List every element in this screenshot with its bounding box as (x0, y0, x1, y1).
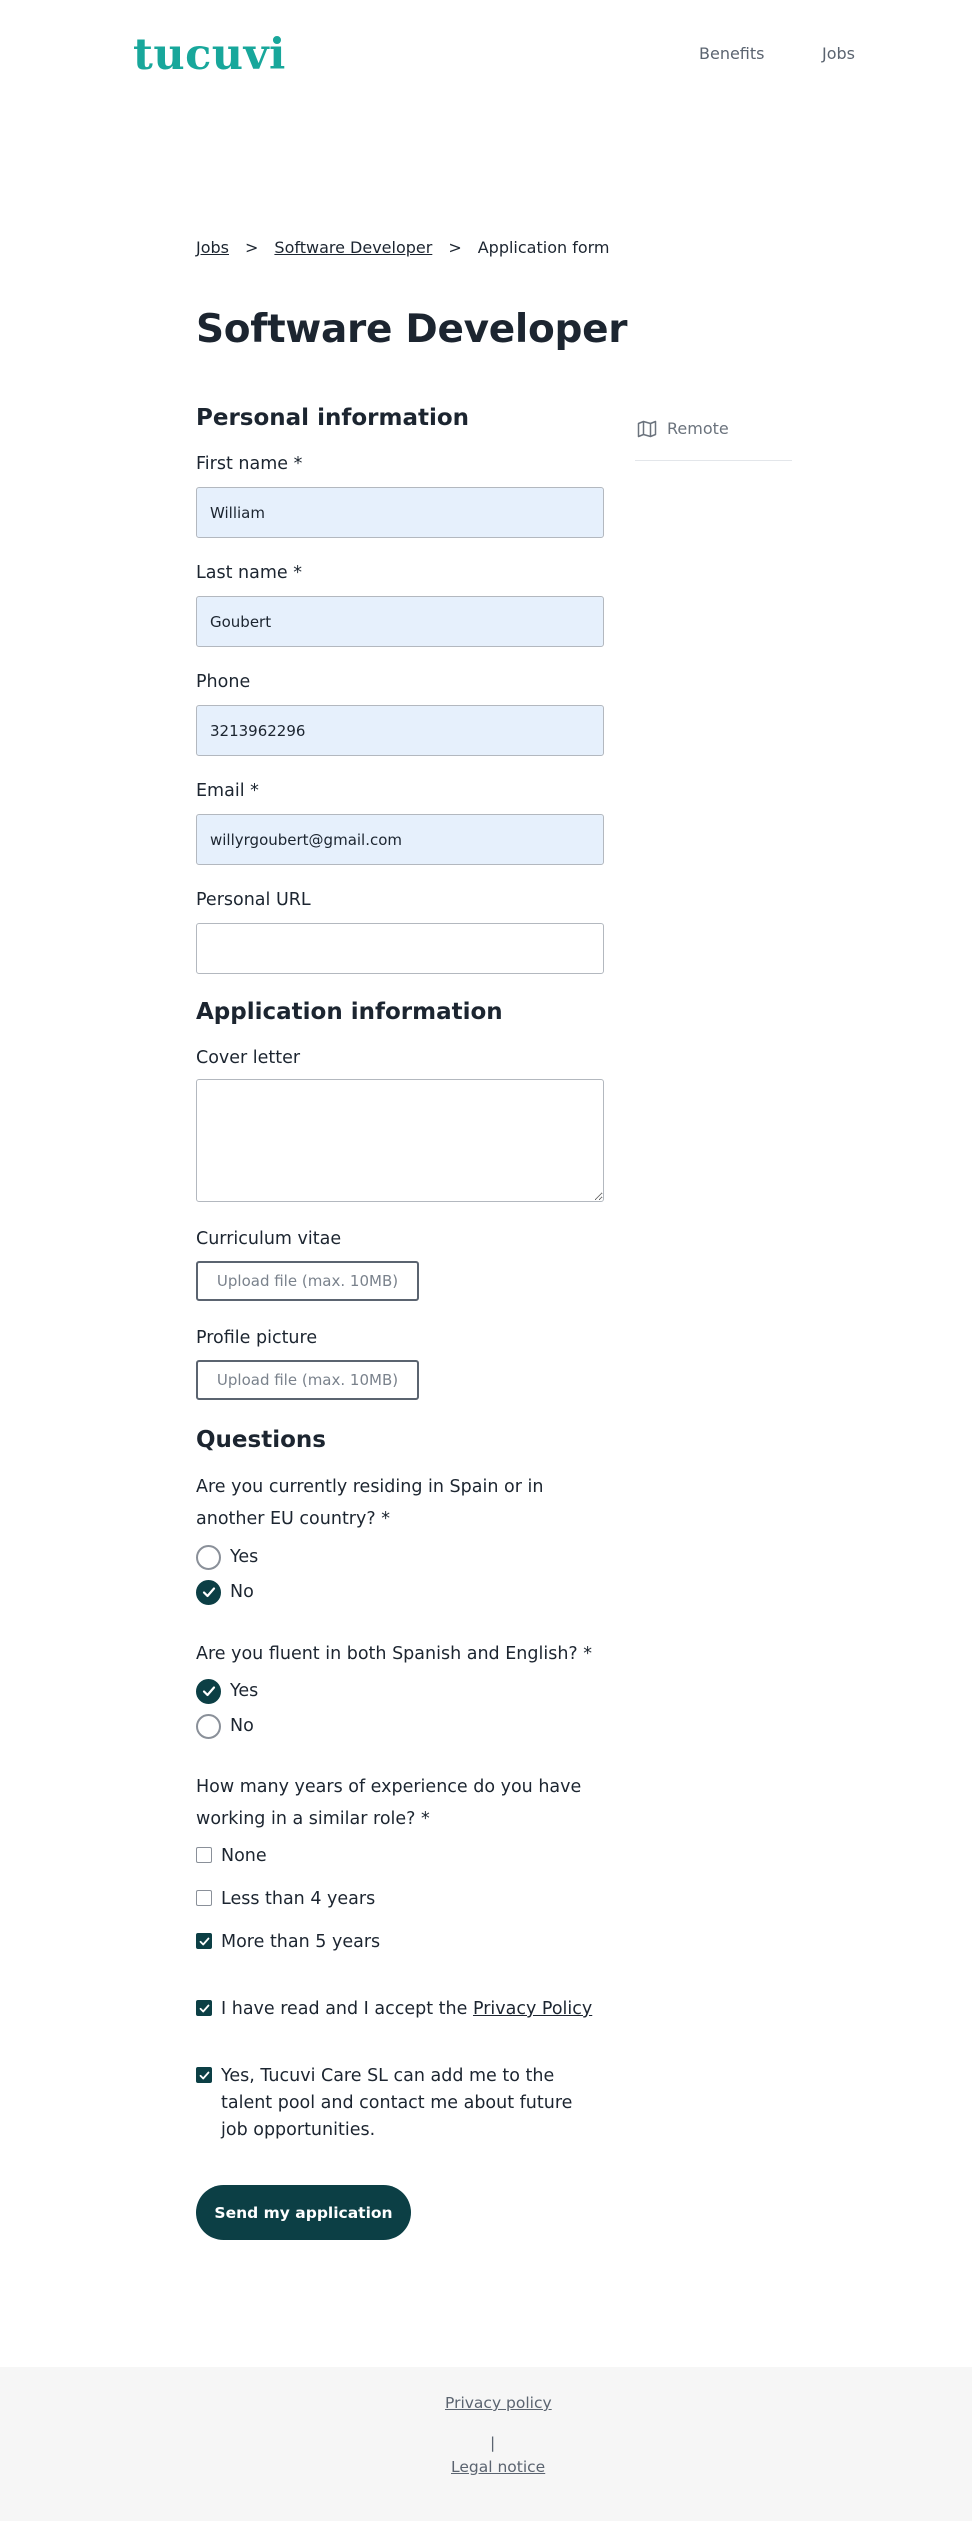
radio-unchecked-icon (196, 1714, 221, 1739)
checkbox-checked-icon (196, 1933, 212, 1949)
personal-url-input[interactable] (196, 923, 604, 974)
talent-pool-label: Yes, Tucuvi Care SL can add me to the talent pool and contact me about future job opportunities. (221, 2066, 573, 2140)
radio-fluent-no[interactable] (196, 1713, 254, 1739)
checkbox-unchecked-icon (196, 1847, 212, 1863)
question-eu-residency: Are you currently residing in Spain or in another EU country? * (196, 1477, 544, 1529)
breadcrumb-current: Application form (477, 238, 610, 257)
nav-jobs-link[interactable]: Jobs (822, 44, 855, 63)
last-name-input[interactable] (196, 596, 604, 647)
last-name-label: Last name * (196, 563, 302, 583)
checkbox-experience-less-4[interactable] (196, 1886, 375, 1913)
first-name-input[interactable] (196, 487, 604, 538)
cv-label: Curriculum vitae (196, 1229, 342, 1249)
first-name-label: First name * (196, 454, 303, 474)
job-location-text: Remote (667, 419, 729, 438)
checkbox-label: More than 5 years (221, 1932, 381, 1952)
checkbox-talent-pool[interactable] (196, 2063, 596, 2144)
cover-letter-label: Cover letter (196, 1048, 301, 1068)
footer (0, 2367, 972, 2521)
checkbox-privacy-consent[interactable] (196, 1996, 592, 2023)
send-application-button[interactable]: Send my application (196, 2185, 411, 2240)
profile-picture-upload-button[interactable]: Upload file (max. 10MB) (196, 1360, 419, 1400)
radio-label: No (230, 1716, 254, 1736)
sidebar-divider (635, 460, 792, 461)
radio-fluent-yes[interactable] (196, 1678, 258, 1704)
footer-legal-link[interactable]: Legal notice (451, 2458, 546, 2476)
checkbox-experience-more-5[interactable] (196, 1929, 380, 1956)
privacy-consent-label (221, 1996, 592, 2023)
job-location (637, 419, 729, 438)
radio-eu-yes[interactable] (196, 1544, 258, 1570)
personal-url-label: Personal URL (196, 890, 311, 910)
footer-separator: | (490, 2434, 496, 2452)
checkbox-checked-icon (196, 2000, 212, 2016)
profile-picture-label: Profile picture (196, 1328, 318, 1348)
question-fluency: Are you fluent in both Spanish and English? * (196, 1644, 593, 1664)
tucuvi-logo[interactable]: tucuvi (133, 30, 286, 80)
breadcrumb-separator: > (245, 238, 259, 257)
privacy-policy-link[interactable]: Privacy Policy (472, 1999, 593, 2019)
footer-privacy-link[interactable]: Privacy policy (445, 2394, 552, 2412)
map-icon (637, 420, 657, 438)
nav-benefits-link[interactable]: Benefits (699, 44, 765, 63)
breadcrumb-separator: > (448, 238, 462, 257)
application-info-heading: Application information (196, 999, 503, 1025)
email-input[interactable] (196, 814, 604, 865)
questions-heading: Questions (196, 1427, 326, 1453)
phone-label: Phone (196, 672, 251, 692)
cv-upload-button[interactable]: Upload file (max. 10MB) (196, 1261, 419, 1301)
breadcrumb-jobs-link[interactable]: Jobs (196, 238, 229, 257)
page-title: Software Developer (196, 307, 628, 352)
checkbox-unchecked-icon (196, 1890, 212, 1906)
question-experience: How many years of experience do you have working in a similar role? * (196, 1777, 582, 1829)
checkbox-label: None (221, 1846, 267, 1866)
breadcrumb-job-link[interactable]: Software Developer (274, 238, 433, 257)
email-label: Email * (196, 781, 259, 801)
phone-input[interactable] (196, 705, 604, 756)
checkbox-label: Less than 4 years (221, 1889, 376, 1909)
checkbox-experience-none[interactable] (196, 1843, 267, 1870)
radio-label: No (230, 1582, 254, 1602)
personal-info-heading: Personal information (196, 405, 470, 431)
radio-label: Yes (230, 1681, 259, 1701)
breadcrumb (196, 237, 610, 259)
cover-letter-textarea[interactable] (196, 1079, 604, 1202)
radio-eu-no[interactable] (196, 1579, 254, 1605)
radio-label: Yes (230, 1547, 259, 1567)
privacy-consent-text: I have read and I accept the (221, 1999, 468, 2019)
radio-checked-icon (196, 1679, 221, 1704)
radio-unchecked-icon (196, 1545, 221, 1570)
radio-checked-icon (196, 1580, 221, 1605)
checkbox-checked-icon (196, 2067, 212, 2083)
